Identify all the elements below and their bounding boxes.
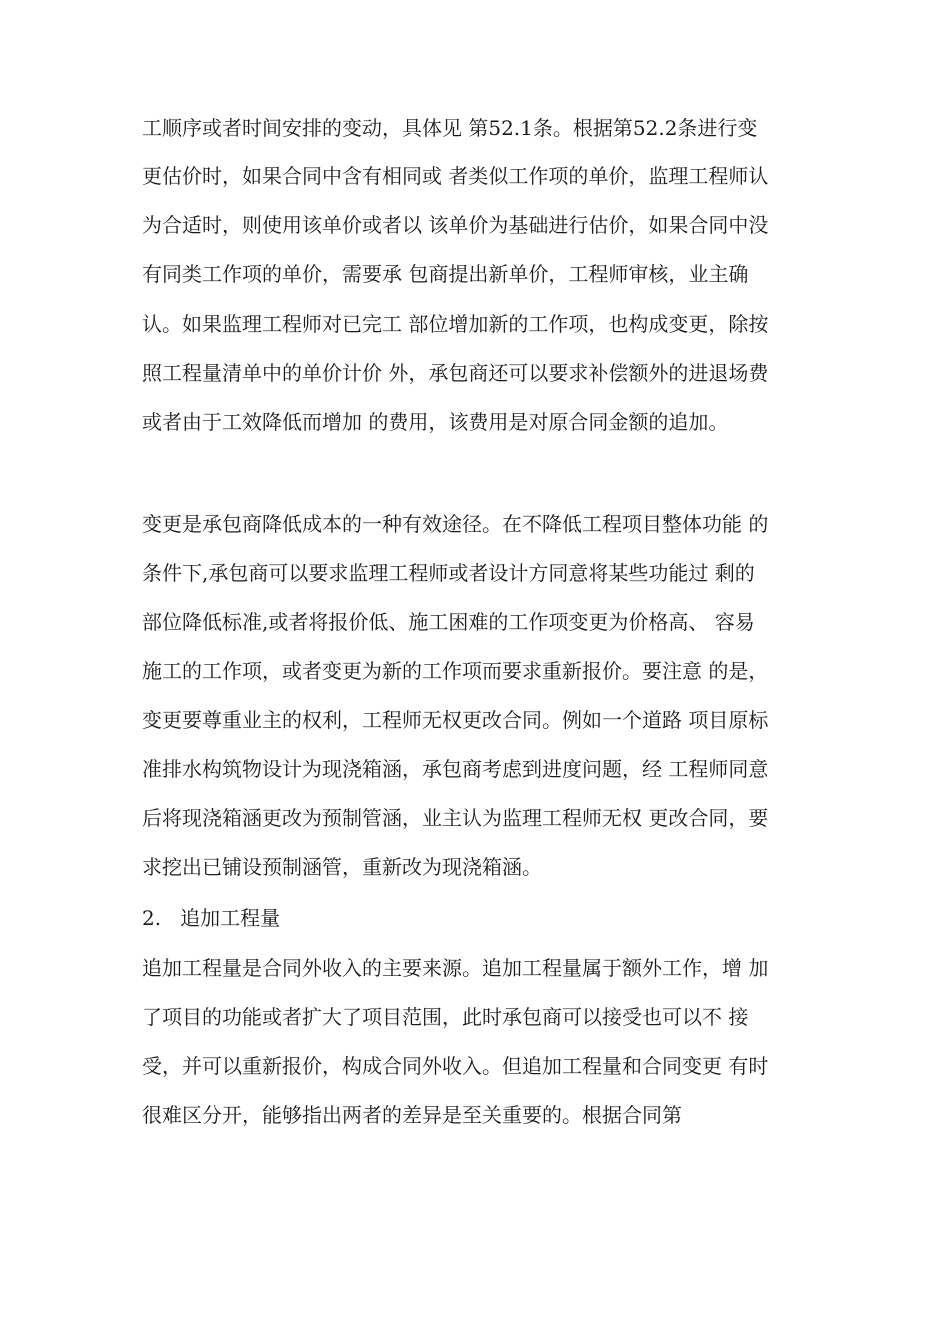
section-heading: 2. 追加工程量 [142, 906, 281, 930]
paragraph-2-line: 求挖出已铺设预制涵管，重新改为现浇箱涵。 [142, 855, 542, 879]
paragraph-3-line: 很难区分开，能够指出两者的差异是至关重要的。根据合同第 [142, 1103, 682, 1127]
paragraph-2-line: 施工的工作项，或者变更为新的工作项而要求重新报价。要注意 的是， [142, 659, 769, 683]
paragraph-2-line: 条件下,承包商可以要求监理工程师或者设计方同意将某些功能过 剩的 [142, 561, 755, 585]
paragraph-1-line: 照工程量清单中的单价计价 外，承包商还可以要求补偿额外的进退场费 [142, 361, 769, 385]
paragraph-1-line: 为合适时，则使用该单价或者以 该单价为基础进行估价，如果合同中没 [142, 213, 769, 237]
paragraph-1-line: 或者由于工效降低而增加 的费用，该费用是对原合同金额的追加。 [142, 410, 729, 434]
paragraph-1-line: 认。如果监理工程师对已完工 部位增加新的工作项，也构成变更，除按 [142, 312, 769, 336]
paragraph-2-line: 变更是承包商降低成本的一种有效途径。在不降低工程项目整体功能 的 [142, 512, 769, 536]
paragraph-2-line: 变更要尊重业主的权利，工程师无权更改合同。例如一个道路 项目原标 [142, 708, 769, 732]
paragraph-1-line: 更估价时，如果合同中含有相同或 者类似工作项的单价，监理工程师认 [142, 164, 769, 188]
paragraph-2-line: 准排水构筑物设计为现浇箱涵，承包商考虑到进度问题，经 工程师同意 [142, 757, 769, 781]
paragraph-2-line: 部位降低标准,或者将报价低、施工困难的工作项变更为价格高、 容易 [142, 610, 755, 634]
paragraph-2-line: 后将现浇箱涵更改为预制管涵，业主认为监理工程师无权 更改合同，要 [142, 806, 769, 830]
paragraph-1-line: 工顺序或者时间安排的变动，具体见 第52.1条。根据第52.2条进行变 [142, 116, 758, 140]
paragraph-3-line: 追加工程量是合同外收入的主要来源。追加工程量属于额外工作，增 加 [142, 956, 769, 980]
paragraph-3-line: 受，并可以重新报价，构成合同外收入。但追加工程量和合同变更 有时 [142, 1054, 769, 1078]
paragraph-1-line: 有同类工作项的单价，需要承 包商提出新单价，工程师审核，业主确 [142, 262, 749, 286]
paragraph-3-line: 了项目的功能或者扩大了项目范围，此时承包商可以接受也可以不 接 [142, 1005, 749, 1029]
